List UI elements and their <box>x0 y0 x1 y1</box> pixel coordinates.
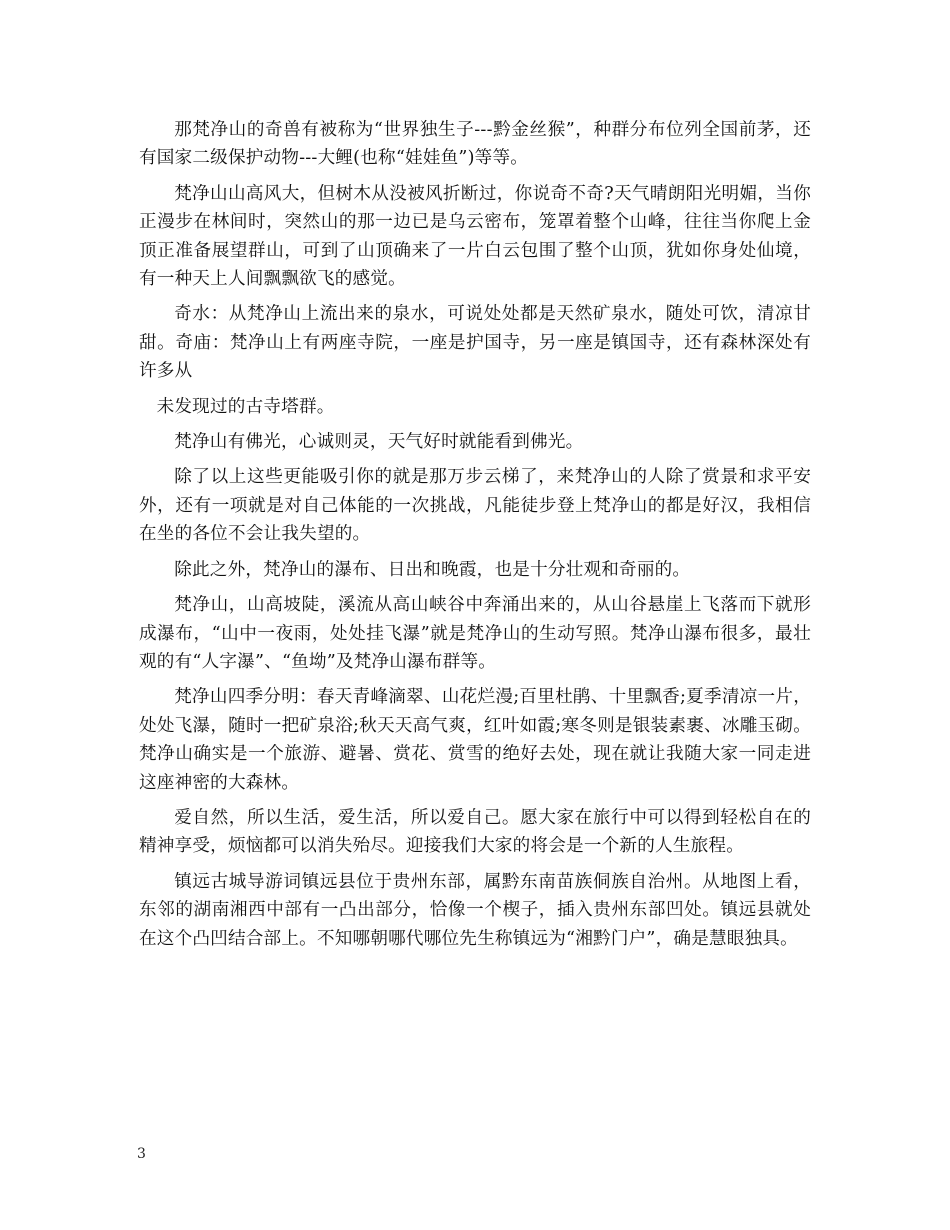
paragraph-golden-monkey: 那梵净山的奇兽有被称为“世界独生子---黔金丝猴”，种群分布位列全国前茅，还有国家二级保护动物---大鲤(也称“娃娃鱼”)等等。 <box>139 120 811 169</box>
document-body <box>139 116 811 960</box>
paragraph-pagodas: 未发现过的古寺塔群。 <box>156 396 335 417</box>
paragraph-zhenyuan: 镇远古城导游词镇远县位于贵州东部，属黔东南苗族侗族自治州。从地图上看，东邻的湖南湘西中部有一凸出部分，恰像一个楔子，插入贵州东部凹处。镇远县就处在这个凸凹结合部上。不知哪朝哪代哪位先生称镇远为“湘黔门户”，确是慧眼独具。 <box>139 871 811 949</box>
paragraph-stairs: 除了以上这些更能吸引你的就是那万步云梯了，来梵净山的人除了赏景和求平安外，还有一项就是对自己体能的一次挑战，凡能徒步登上梵净山的都是好汉，我相信在坐的各位不会让我失望的。 <box>139 467 811 545</box>
page-number: 3 <box>137 1146 146 1162</box>
paragraph-seasons: 梵净山四季分明：春天青峰滴翠、山花烂漫;百里杜鹃、十里飘香;夏季清凉一片，处处飞瀑，随时一把矿泉浴;秋天天高气爽，红叶如霞;寒冬则是银装素裹、冰雕玉砌。梵净山确实是一个旅游、避暑、赏花、赏雪的绝好去处，现在就让我随大家一同走进这座神密的大森林。 <box>139 687 811 793</box>
paragraph-waterfalls: 梵净山，山高坡陡，溪流从高山峡谷中奔涌出来的，从山谷悬崖上飞落而下就形成瀑布，“山中一夜雨，处处挂飞瀑”就是梵净山的生动写照。梵净山瀑布很多，最壮观的有“人字瀑”、“鱼坳”及梵净山瀑布群等。 <box>139 595 811 672</box>
paragraph-buddha-light: 梵净山有佛光，心诚则灵，天气好时就能看到佛光。 <box>174 432 584 453</box>
paragraph-waterfalls-sunrise: 除此之外，梵净山的瀑布、日出和晚霞，也是十分壮观和奇丽的。 <box>174 559 691 580</box>
paragraph-water-temples: 奇水：从梵净山上流出来的泉水，可说处处都是天然矿泉水，随处可饮，清凉甘甜。奇庙：梵净山上有两座寺院，一座是护国寺，另一座是镇国寺，还有森林深处有许多从 <box>139 304 811 382</box>
paragraph-closing: 爱自然，所以生活，爱生活，所以爱自己。愿大家在旅行中可以得到轻松自在的精神享受，烦恼都可以消失殆尽。迎接我们大家的将会是一个新的人生旅程。 <box>139 807 811 857</box>
paragraph-weather: 梵净山山高风大，但树木从没被风折断过，你说奇不奇?天气晴朗阳光明媚，当你正漫步在林间时，突然山的那一边已是乌云密布，笼罩着整个山峰，往往当你爬上金顶正准备展望群山，可到了山顶确来了一片白云包围了整个山顶，犹如你身处仙境，有一种天上人间飘飘欲飞的感觉。 <box>139 183 811 290</box>
